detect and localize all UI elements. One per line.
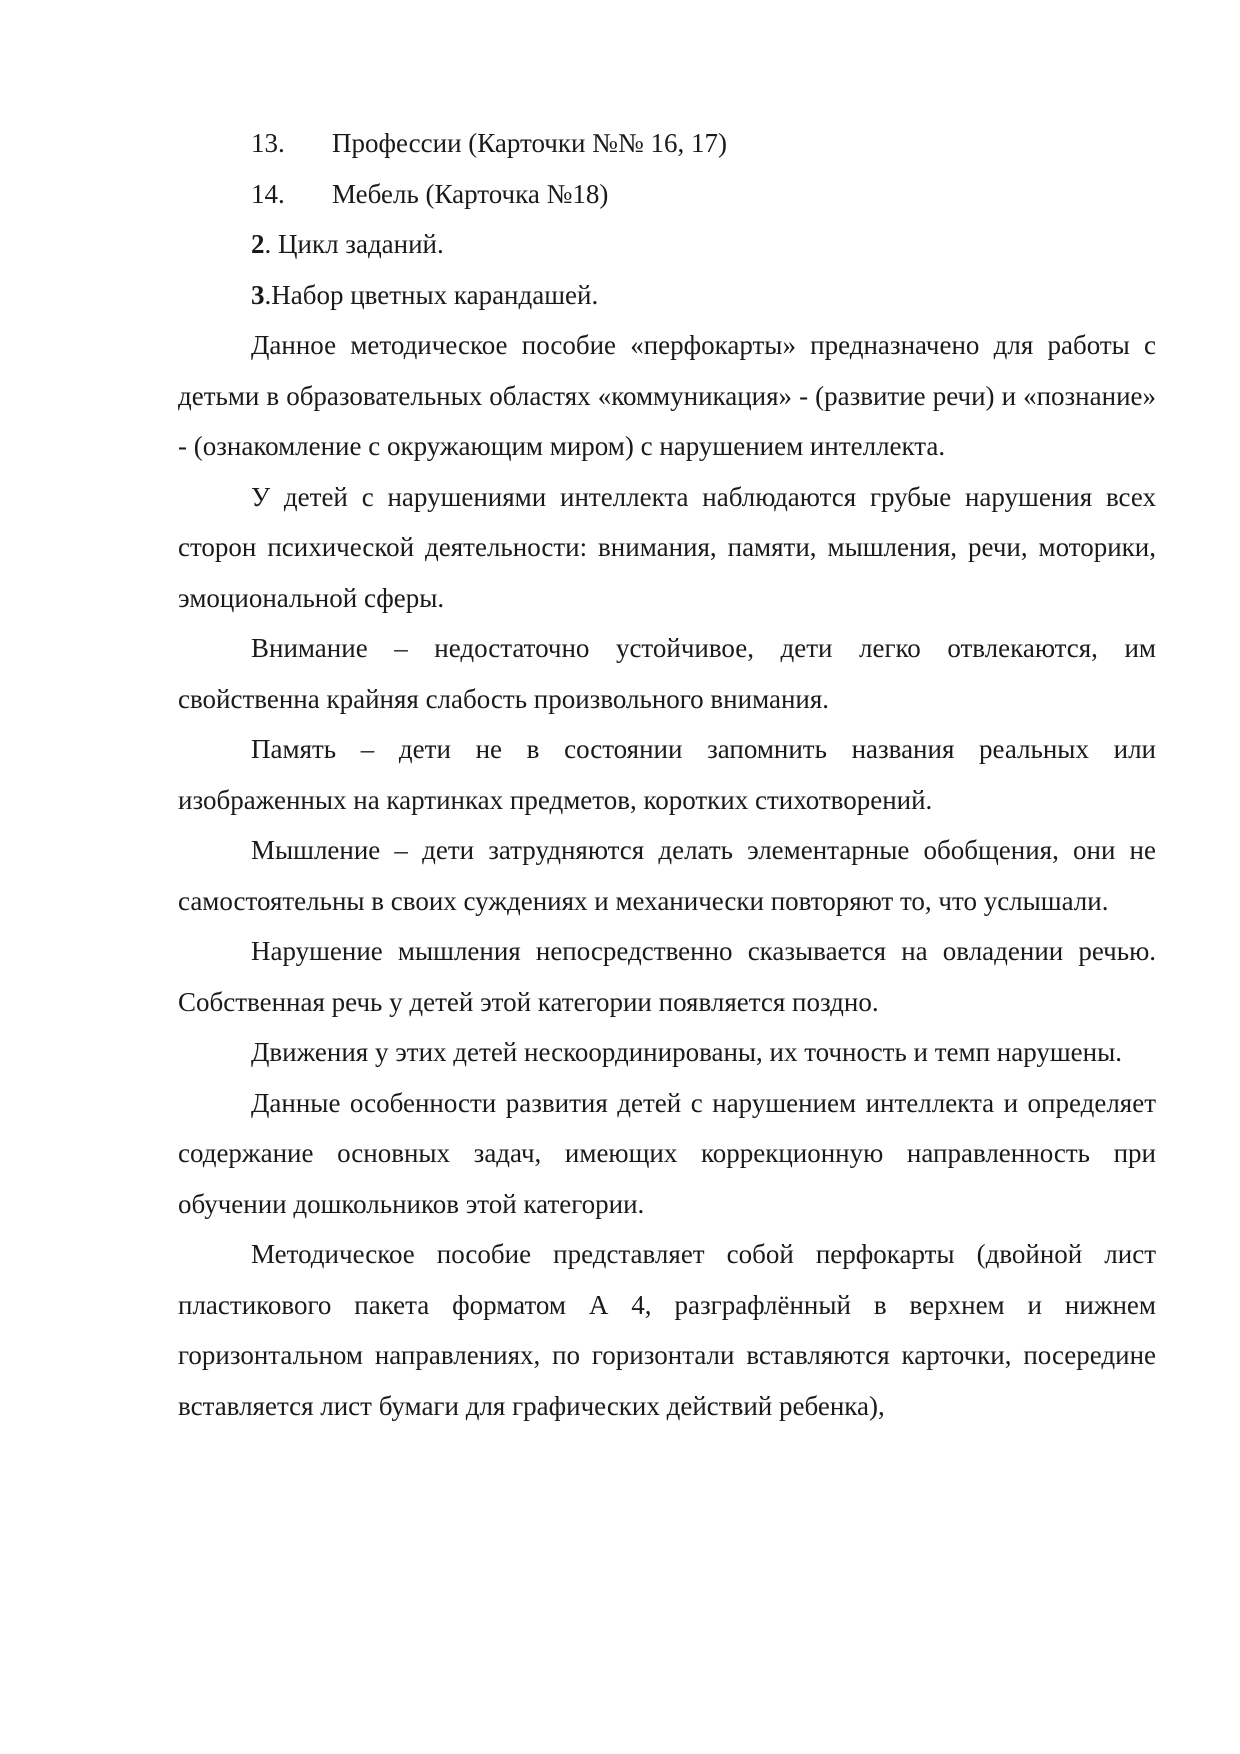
paragraph-disorders: У детей с нарушениями интеллекта наблюдаются грубые нарушения всех сторон психической деятельности: внимания, памяти, мышления, речи, моторики, эмоциональной сферы. <box>178 481 1156 613</box>
paragraph-purpose: Данное методическое пособие «перфокарты» предназначено для работы с детьми в образовательных областях «коммуникация» - (развитие речи) и «познание» - (ознакомление с окружающим миром) с нарушением интеллекта. <box>178 330 1156 461</box>
list-item <box>178 118 1156 169</box>
numbered-line-number: 2 <box>251 229 265 259</box>
numbered-line-number: 3 <box>251 279 265 310</box>
numbered-line-text: . Цикл заданий. <box>264 229 444 259</box>
paragraph-memory: Память – дети не в состоянии запомнить названия реальных или изображенных на картинках предметов, коротких стихотворений. <box>178 734 1156 815</box>
paragraph-manual-description: Методическое пособие представляет собой перфокарты (двойной лист пластикового пакета форматом А 4, разграфлённый в верхнем и нижнем горизонтальном направлениях, по горизонтали вставляются карточки, посередине вставляется лист бумаги для графических действий ребенка), <box>178 1239 1156 1421</box>
paragraph-speech: Нарушение мышления непосредственно сказывается на овладении речью. Собственная речь у детей этой категории появляется поздно. <box>178 936 1156 1017</box>
list-item-number: 13. <box>251 128 285 158</box>
paragraph-movements: Движения у этих детей нескоординированы, их точность и темп нарушены. <box>251 1037 1122 1067</box>
list-item <box>178 169 1156 220</box>
paragraph-features: Данные особенности развития детей с нарушением интеллекта и определяет содержание основных задач, имеющих коррекционную направленность при обучении дошкольников этой категории. <box>178 1087 1156 1219</box>
numbered-line <box>178 219 1156 270</box>
numbered-line <box>178 270 1156 321</box>
document-body <box>178 118 1156 1431</box>
numbered-line-text: .Набор цветных карандашей. <box>264 279 599 310</box>
paragraph-attention: Внимание – недостаточно устойчивое, дети легко отвлекаются, им свойственна крайняя слабость произвольного внимания. <box>178 633 1156 714</box>
list-item-number: 14. <box>251 178 285 209</box>
list-item-text: Мебель (Карточка №18) <box>332 178 609 209</box>
list-item-text: Профессии (Карточки №№ 16, 17) <box>332 128 727 158</box>
paragraph-thinking: Мышление – дети затрудняются делать элементарные обобщения, они не самостоятельны в своих суждениях и механически повторяют то, что услышали. <box>178 835 1156 916</box>
